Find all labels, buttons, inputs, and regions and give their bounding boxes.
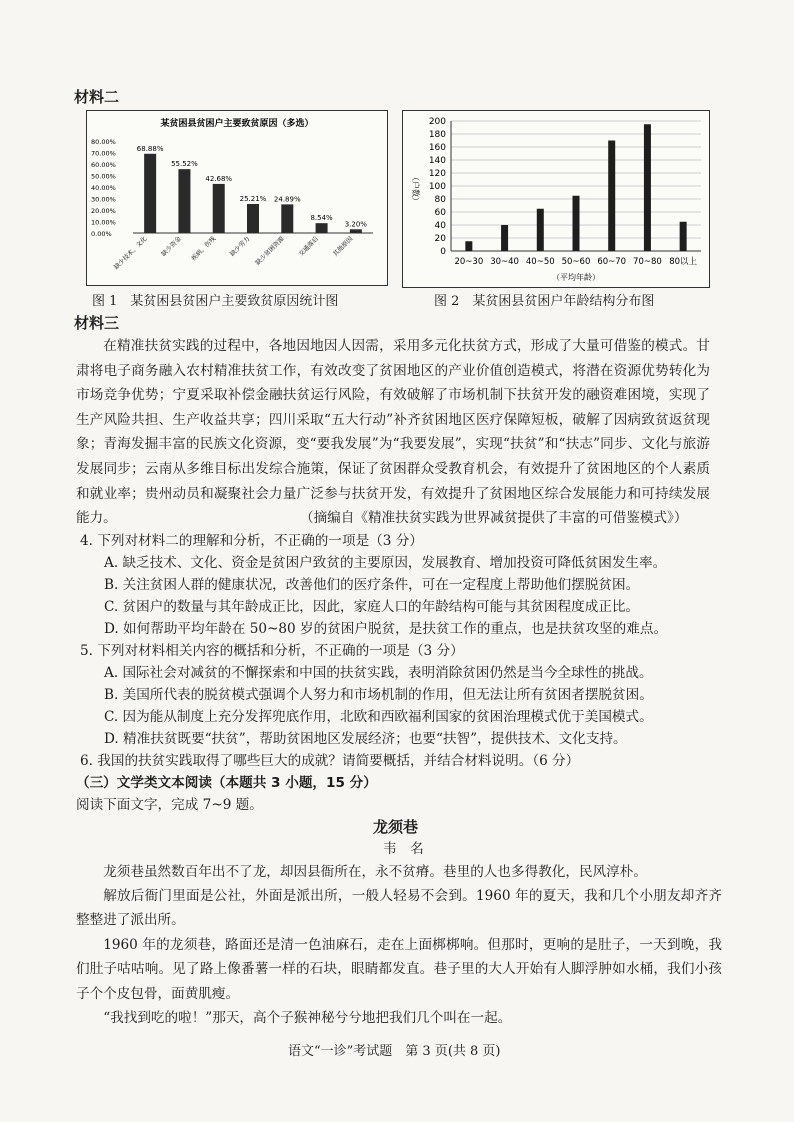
- q4-option-d: D. 如何帮助平均年龄在 50~80 岁的贫困户脱贫，是扶贫工作的重点，也是扶贫攻坚的难点。: [104, 621, 668, 637]
- y-tick-label: 50.00%: [91, 172, 116, 181]
- bar: [537, 209, 544, 251]
- story-paragraph: 解放后衙门里面是公社，外面是派出所，一般人轻易不会到。1960 年的夏天，我和几个小朋友却齐齐整整进了派出所。: [76, 888, 722, 929]
- q5-option-d: D. 精准扶贫既要“扶贫”，帮助贫困地区发展经济；也要“扶智”，提供技术、文化支持。: [104, 731, 627, 747]
- data-label: 25.21%: [239, 195, 267, 204]
- data-label: 68.88%: [136, 144, 164, 153]
- bar: [350, 229, 362, 233]
- q4-option-a: A. 缺乏技术、文化、资金是贫困户致贫的主要原因，发展教育、增加投资可降低贫困发生率。: [104, 555, 667, 571]
- x-tick-label: 交通落后: [297, 235, 320, 258]
- story-paragraph: “我找到吃的啦！”那天，高个子猴神秘兮兮地把我们几个叫在一起。: [103, 1010, 512, 1026]
- y-tick-label: 40.00%: [91, 184, 116, 192]
- x-tick-label: 70~80: [633, 257, 662, 267]
- x-tick-label: 50~60: [561, 257, 591, 267]
- y-tick-label: 20: [434, 234, 446, 244]
- x-tick-label: 80以上: [669, 257, 698, 267]
- bar: [144, 154, 156, 233]
- x-axis-label: （平均年龄）: [552, 273, 600, 282]
- material3-source: （摘编自《精准扶贫实践为世界减贫提供了丰富的可借鉴模式》）: [300, 510, 688, 526]
- story-paragraph: 龙须巷虽然数百年出不了龙，却因县衙所在，永不贫瘠。巷里的人也多得教化，民风淳朴。: [103, 864, 647, 880]
- figure1-svg: [87, 111, 387, 285]
- figure2-svg: [403, 111, 709, 287]
- q4-option-c: C. 贫困户的数量与其年龄成正比，因此，家庭人口的年龄结构可能与其贫困程度成正比。: [104, 599, 640, 615]
- x-tick-label: 缺少贫困资源: [254, 235, 286, 267]
- y-tick-label: 80.00%: [91, 138, 116, 146]
- data-label: 55.52%: [171, 160, 198, 169]
- material3-label: 材料三: [74, 314, 120, 332]
- x-tick-label: 缺少资金: [160, 235, 183, 258]
- bar: [680, 222, 687, 251]
- bar: [644, 124, 651, 251]
- x-tick-label: 60~70: [597, 257, 627, 267]
- bar: [316, 223, 328, 233]
- x-tick-label: 缺少劳力: [228, 235, 252, 258]
- bar: [213, 184, 225, 233]
- q5-option-c: C. 因为能从制度上充分发挥兜底作用，北欧和西欧福利国家的贫困治理模式优于美国模式。: [104, 709, 653, 725]
- bar: [281, 204, 293, 233]
- bar: [465, 241, 472, 251]
- y-tick-label: 60: [434, 208, 446, 218]
- q4-stem: 4. 下列对材料二的理解和分析，不正确的一项是（3 分）: [80, 533, 423, 549]
- data-label: 8.54%: [310, 214, 333, 223]
- bar: [608, 141, 615, 252]
- y-tick-label: 160: [428, 143, 446, 153]
- story-author: 韦 名: [383, 841, 424, 857]
- story-paragraph: 1960 年的龙须巷，路面还是清一色油麻石，走在上面梆梆响。但那时，更响的是肚子，一天到晚，我们肚子咕咕响。见了路上像番薯一样的石块，眼睛都发直。巷子里的大人开始有人脚浮肿如水桶，我们小孩子个个皮包骨，面黄肌瘦。: [76, 937, 722, 1002]
- x-tick-label: 疾病、伤残: [190, 235, 218, 263]
- bar: [501, 225, 508, 251]
- material3-paragraph: 在精准扶贫实践的过程中，各地因地因人因需，采用多元化扶贫方式，形成了大量可借鉴的模式。甘肃将电子商务融入农村精准扶贫工作，有效改变了贫困地区的产业价值创造模式，将潜在资源优势转化为市场竞争优势；宁夏采取补偿金融扶贫运行风险，有效破解了市场机制下扶贫开发的融资难困境，实现了生产风险共担、生产收益共享；四川采取“五大行动”补齐贫困地区医疗保障短板，破解了因病致贫返贫现象；青海发掘丰富的民族文化资源，变“要我发展”为“我要发展”，实现“扶贫”和“扶志”同步、文化与旅游发展同步；云南从多维目标出发综合施策，保证了贫困群众受教育机会，有效提升了贫困地区的个人素质和就业率；贵州动员和凝聚社会力量广泛参与扶贫开发，有效提升了贫困地区综合发展能力和可持续发展能力。: [76, 338, 710, 527]
- figure1-chart: [86, 110, 388, 286]
- x-tick-label: 30~40: [490, 257, 519, 267]
- y-tick-label: 60.00%: [91, 161, 116, 169]
- data-label: 3.20%: [344, 220, 367, 229]
- y-tick-label: 80: [434, 195, 446, 205]
- q5-stem: 5. 下列对材料相关内容的概括和分析，不正确的一项是（3 分）: [80, 643, 464, 659]
- figure2-chart: [402, 110, 710, 288]
- y-tick-label: 140: [428, 156, 446, 166]
- y-tick-label: 120: [428, 169, 446, 179]
- x-tick-label: 20~30: [454, 257, 484, 267]
- y-tick-label: 0: [440, 247, 446, 257]
- chart-title: 某贫困县贫困户主要致贫原因（多选）: [160, 119, 314, 129]
- material2-label: 材料二: [74, 88, 120, 106]
- bar: [247, 204, 259, 233]
- q5-option-a: A. 国际社会对减贫的不懈探索和中国的扶贫实践，表明消除贫困仍然是当今全球性的挑战。: [104, 665, 653, 681]
- y-tick-label: 10.00%: [91, 218, 116, 227]
- bar: [573, 196, 580, 251]
- y-tick-label: 100: [428, 182, 446, 192]
- figure1-caption: 图 1 某贫困县贫困户主要致贫原因统计图: [92, 294, 339, 309]
- section3-instruction: 阅读下面文字，完成 7~9 题。: [76, 797, 263, 813]
- y-tick-label: 180: [428, 130, 446, 140]
- q6-stem: 6. 我国的扶贫实践取得了哪些巨大的成就？请简要概括，并结合材料说明。（6 分）: [80, 753, 580, 769]
- x-tick-label: 缺少技术、文化: [112, 235, 149, 272]
- y-tick-label: 0.00%: [91, 230, 112, 238]
- data-label: 24.89%: [273, 195, 301, 204]
- story-title: 龙须巷: [373, 818, 419, 836]
- y-tick-label: 30.00%: [91, 195, 116, 204]
- section3-heading: （三）文学类文本阅读（本题共 3 小题，15 分）: [76, 775, 377, 791]
- y-axis-label: （户数）: [411, 173, 420, 205]
- q4-option-b: B. 关注贫困人群的健康状况，改善他们的医疗条件，可在一定程度上帮助他们摆脱贫困。: [104, 577, 640, 593]
- x-tick-label: 40~50: [525, 257, 555, 267]
- bar: [178, 169, 190, 233]
- data-label: 42.68%: [205, 174, 233, 183]
- page-footer: 语文“一诊”考试题 第 3 页(共 8 页): [288, 1044, 501, 1059]
- y-tick-label: 70.00%: [91, 149, 116, 158]
- q5-option-b: B. 美国所代表的脱贫模式强调个人努力和市场机制的作用，但无法让所有贫困者摆脱贫困。: [104, 687, 653, 703]
- y-tick-label: 20.00%: [91, 207, 116, 215]
- figure2-caption: 图 2 某贫困县贫困户年龄结构分布图: [434, 294, 655, 309]
- x-tick-label: 其他原因: [331, 235, 355, 258]
- y-tick-label: 40: [434, 221, 446, 231]
- y-tick-label: 200: [428, 117, 446, 127]
